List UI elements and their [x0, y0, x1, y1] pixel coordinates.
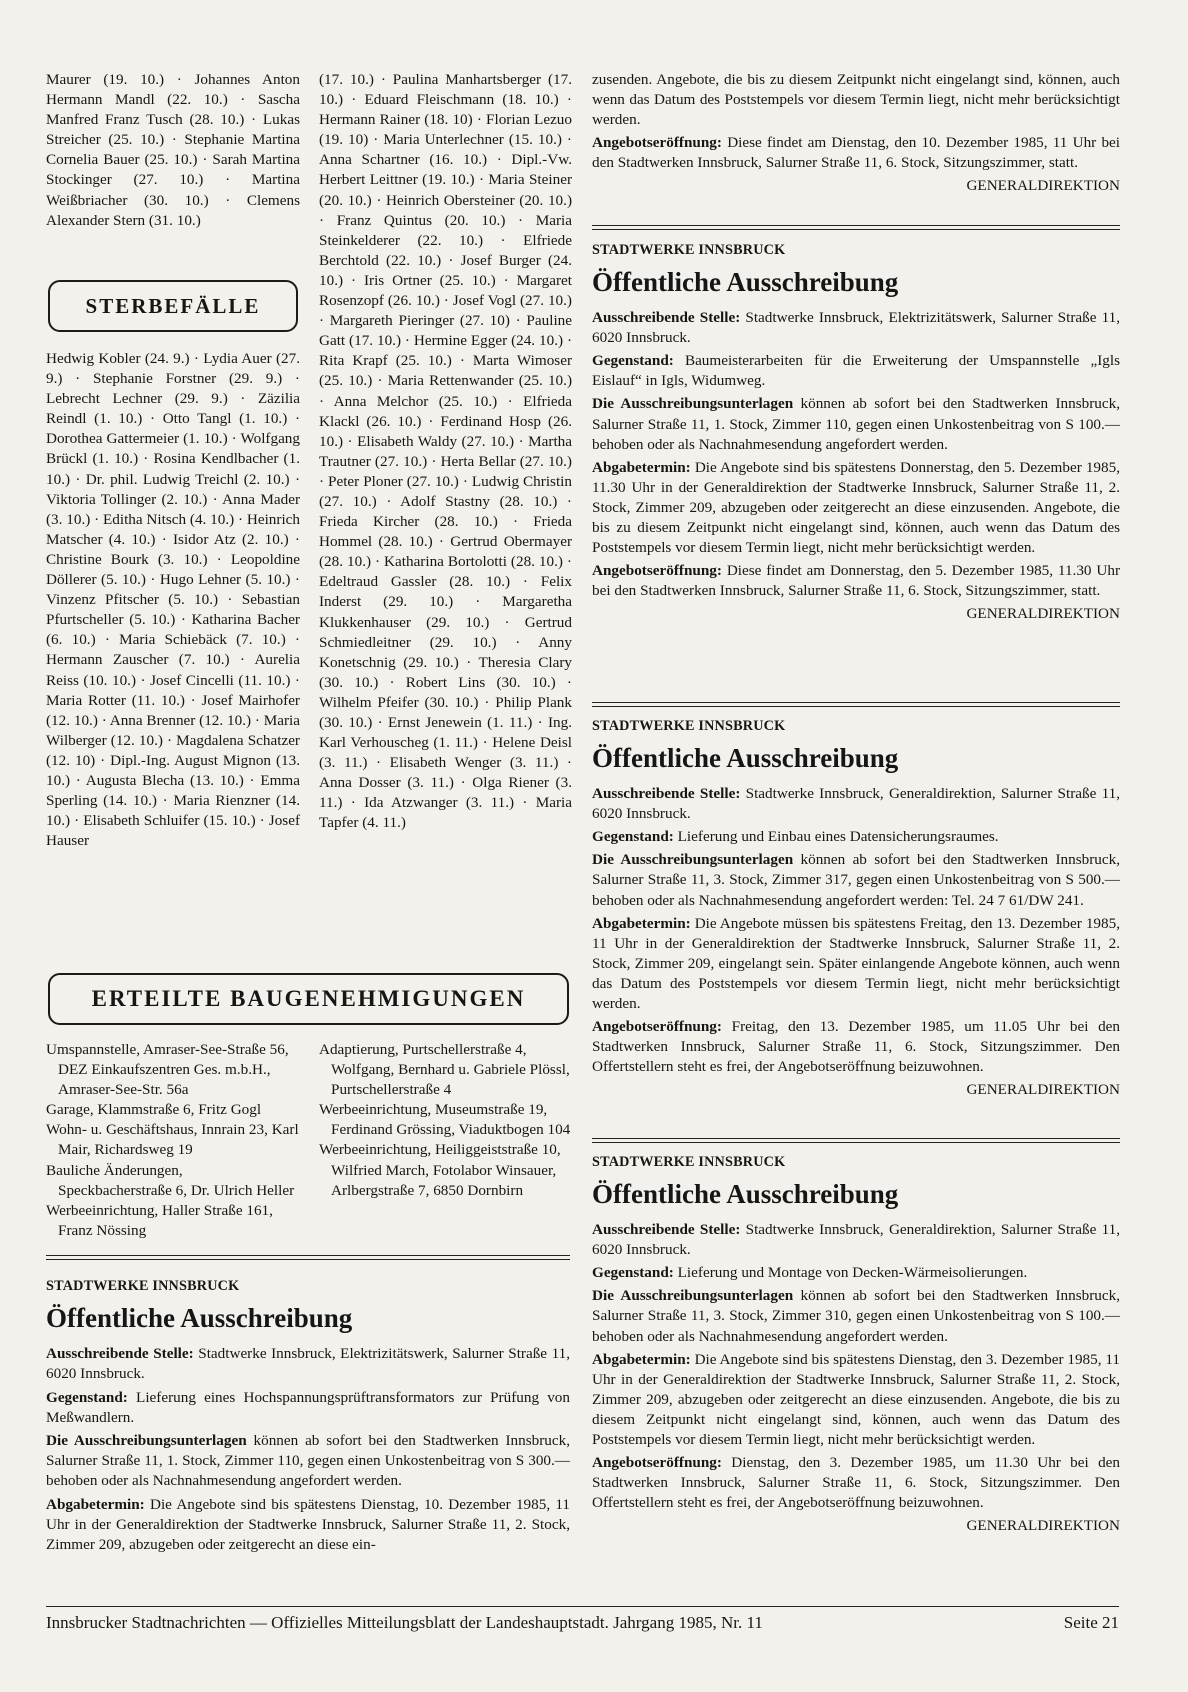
field-label: Die Ausschreibungsunterlagen [592, 395, 794, 413]
field-label: Angebotseröffnung: [592, 1018, 722, 1036]
field-text: Stadtwerke Innsbruck, Generaldirektion, Salurner Straße 11, 6020 Innsbruck. [592, 1221, 1121, 1259]
field-text: Baumeisterarbeiten für die Erweiterung der Umspannstelle „Igls Eislauf“ in Igls, Widumweg. [592, 352, 1120, 390]
field-text: Freitag, den 13. Dezember 1985, um 11.05 Uhr bei den Stadtwerken Innsbruck, Salurner Straße 11, 6. Stock, Sitzungszimmer. Den Offertstellern steht es frei, der Angebotseröffnung beizuwohnen. [592, 1018, 1121, 1076]
births-list-text: Maurer (19. 10.) · Johannes Anton Hermann Mandl (22. 10.) · Sascha Manfred Franz Tusch (28. 10.) · Lukas Streicher (25. 10.) · Stephanie Martina Cornelia Bauer (25. 10.) · Sarah Martina Stockinger (27. 10.) · Martina Weißbriacher (30. 10.) · Clemens Alexander Stern (31. 10.) [46, 71, 300, 229]
field-label: Gegenstand: [592, 828, 674, 846]
page-number: Seite 21 [1063, 1613, 1119, 1632]
list-item: Werbeeinrichtung, Haller Straße 161, Franz Nössing [46, 1201, 273, 1239]
field-label: Die Ausschreibungsunterlagen [592, 851, 794, 869]
field-label: Angebotseröffnung: [592, 1454, 722, 1472]
announcement-title: Öffentliche Ausschreibung [592, 267, 899, 298]
field-text: Die Angebote sind bis spätestens Donnerstag, den 5. Dezember 1985, 11.30 Uhr in der Generaldirektion der Stadtwerke Innsbruck, Salurner Straße 11, 2. Stock, Zimmer 209, abzugeben oder zeitgerecht an diese einzusenden. Angebote, die bis zu diesem Zeitpunkt nicht eingelangt sind, können, auch wenn das Datum des Poststempels vor diesem Termin liegt, nicht mehr berücksichtigt werden. [592, 458, 1121, 557]
deaths-list-text: Hedwig Kobler (24. 9.) · Lydia Auer (27. 9.) · Stephanie Forstner (29. 9.) · Lebrecht Lechner (29. 9.) · Zäzilia Reindl (1. 10.) · Otto Tangl (1. 10.) · Dorothea Gattermeier (1. 10.) · Wolfgang Brückl (1. 10.) · Rosina Kendlbacher (1. 10.) · Dr. phil. Ludwig Treichl (2. 10.) · Viktoria Tollinger (2. 10.) · Anna Mader (3. 10.) · Editha Nitsch (4. 10.) · Heinrich Matscher (4. 10.) · Isidor Atz (2. 10.) · Christine Bourk (3. 10.) · Leopoldine Döllerer (5. 10.) · Hugo Lehner (5. 10.) · Vinzenz Pfitscher (5. 10.) · Sebastian Pfurtscheller (5. 10.) · Katharina Bacher (6. 10.) · Maria Schiebäck (7. 10.) · Hermann Zauscher (7. 10.) · Aurelia Reiss (10. 10.) · Josef Cincelli (11. 10.) · Maria Rotter (11. 10.) · Josef Mairhofer (12. 10.) · Anna Brenner (12. 10.) · Maria Wilberger (12. 10.) · Magdalena Schatzer (12. 10) · Dipl.-Ing. August Mignon (13. 10.) · Augusta Blecha (13. 10.) · Emma Sperling (14. 10.) · Maria Rienzner (14. 10.) · Elisabeth Schluifer (15. 10.) · Josef Hauser [46, 350, 300, 850]
footer-rule [46, 1606, 1119, 1607]
births-column-1 [46, 70, 300, 231]
field-text: Die Angebote sind bis spätestens Dienstag, 10. Dezember 1985, 11 Uhr in der Generaldirektion der Stadtwerke Innsbruck, Salurner Straße 11, 2. Stock, Zimmer 209, abzugeben oder zeitgerecht an diese ein- [46, 1495, 571, 1554]
announcement-continuation [592, 70, 1120, 197]
sterbefaelle-heading-text: STERBEFÄLLE [85, 293, 261, 318]
field-text: Lieferung eines Hochspannungsprüftransformators zur Prüfung von Meßwandlern. [46, 1388, 570, 1426]
announcement-hochspannung [46, 1276, 570, 1558]
field-label: Die Ausschreibungsunterlagen [46, 1432, 247, 1450]
field-text: können ab sofort bei den Stadtwerken Innsbruck, Salurner Straße 11, 1. Stock, Zimmer 110, gegen einen Unkostenbeitrag von S 100.— behoben oder als Nachnahmesendung angefordert werden. [592, 395, 1120, 453]
signature: GENERALDIREKTION [966, 1081, 1120, 1099]
field-label: Die Ausschreibungsunterlagen [592, 1287, 794, 1305]
field-label: Ausschreibende Stelle: [46, 1345, 194, 1363]
field-label: Ausschreibende Stelle: [592, 785, 741, 803]
field-text: Stadtwerke Innsbruck, Generaldirektion, Salurner Straße 11, 6020 Innsbruck. [592, 785, 1121, 823]
announcement-title: Öffentliche Ausschreibung [46, 1303, 353, 1334]
signature: GENERALDIREKTION [966, 1517, 1120, 1535]
field-text: können ab sofort bei den Stadtwerken Innsbruck, Salurner Straße 11, 1. Stock, Zimmer 110, gegen einen Unkostenbeitrag von S 300.— behoben oder als Nachnahmesendung angefordert werden. [46, 1432, 570, 1490]
field-label: Gegenstand: [592, 352, 674, 370]
announcement-org: STADTWERKE INNSBRUCK [592, 1154, 786, 1170]
announcement-decken-waermeisolierung [592, 1152, 1120, 1537]
field-text: Lieferung und Einbau eines Datensicherungsraumes. [677, 828, 999, 846]
list-item: Umspannstelle, Amraser-See-Straße 56, DEZ Einkaufszentren Ges. m.b.H., Amraser-See-Str. 56a [46, 1041, 289, 1099]
baugenehmigungen-heading-text: ERTEILTE BAUGENEHMIGUNGEN [91, 986, 526, 1011]
field-text: Die Angebote müssen bis spätestens Freitag, den 13. Dezember 1985, 11 Uhr in der Generaldirektion der Stadtwerke Innsbruck, Salurner Straße 11, 2. Stock, Zimmer 209, eingelangt sein. Später einlangende Angebote können, auch wenn das Datum des Poststempels vor diesem Termin liegt, nicht mehr berücksichtigt werden. [592, 914, 1120, 1013]
field-text: Die Angebote sind bis spätestens Dienstag, den 3. Dezember 1985, 11 Uhr in der Generaldirektion der Stadtwerke Innsbruck, Salurner Straße 11, 2. Stock, Zimmer 209, abzugeben oder zeitgerecht an diese einzusenden. Angebote, die bis zu diesem Zeitpunkt nicht eingelangt sind, können, auch wenn das Datum des Poststempels vor diesem Termin liegt, nicht mehr berücksichtigt werden. [592, 1350, 1120, 1449]
signature: GENERALDIREKTION [966, 177, 1120, 195]
divider [46, 1255, 570, 1260]
list-item: Adaptierung, Purtschellerstraße 4, Wolfgang, Bernhard u. Gabriele Plössl, Purtschellerstraße 4 [319, 1041, 570, 1099]
field-label: Abgabetermin: [592, 1350, 691, 1368]
announcement-datensicherungsraum [592, 716, 1120, 1101]
births-deaths-column-2 [319, 70, 572, 834]
field-text: zusenden. Angebote, die bis zu diesem Zeitpunkt nicht eingelangt sind, können, auch wenn das Datum des Poststempels vor diesem Termin liegt, nicht mehr berücksichtigt werden. [592, 71, 1120, 129]
sterbefaelle-heading [48, 280, 298, 332]
list-item: Werbeeinrichtung, Heiliggeiststraße 10, Wilfried March, Fotolabor Winsauer, Arlbergstraße 7, 6850 Dornbirn [319, 1141, 561, 1199]
field-label: Ausschreibende Stelle: [592, 309, 741, 327]
field-label: Angebotseröffnung: [592, 562, 722, 580]
field-label: Ausschreibende Stelle: [592, 1221, 741, 1239]
field-text: Stadtwerke Innsbruck, Elektrizitätswerk, Salurner Straße 11, 6020 Innsbruck. [46, 1345, 571, 1383]
field-label: Gegenstand: [592, 1264, 674, 1282]
announcement-org: STADTWERKE INNSBRUCK [592, 242, 786, 258]
announcement-title: Öffentliche Ausschreibung [592, 1179, 899, 1210]
baugenehmigungen-heading [48, 973, 569, 1025]
announcement-igls-eislauf [592, 240, 1120, 625]
field-text: können ab sofort bei den Stadtwerken Innsbruck, Salurner Straße 11, 3. Stock, Zimmer 317, gegen einen Unkostenbeitrag von S 500.— behoben oder als Nachnahmesendung angefordert werden: Tel. 24 7 61/DW 241. [592, 851, 1120, 909]
publication-title: Innsbrucker Stadtnachrichten — Offizielles Mitteilungsblatt der Landeshauptstadt. Jahrgang 1985, Nr. 11 [46, 1613, 763, 1632]
deaths-column-1 [46, 349, 300, 851]
divider [592, 1138, 1120, 1143]
field-label: Gegenstand: [46, 1388, 128, 1406]
field-label: Abgabetermin: [46, 1495, 145, 1513]
baugenehmigungen-left-list [46, 1040, 300, 1241]
field-label: Angebotseröffnung: [592, 134, 722, 152]
field-text: Lieferung und Montage von Decken-Wärmeisolierungen. [677, 1264, 1028, 1282]
field-text: können ab sofort bei den Stadtwerken Innsbruck, Salurner Straße 11, 3. Stock, Zimmer 310, gegen einen Unkostenbeitrag von S 100.— behoben oder als Nachnahmesendung angefordert werden. [592, 1287, 1120, 1345]
divider [592, 702, 1120, 707]
list-item: Wohn- u. Geschäftshaus, Innrain 23, Karl Mair, Richardsweg 19 [46, 1121, 299, 1159]
announcement-org: STADTWERKE INNSBRUCK [46, 1278, 240, 1294]
field-text: Diese findet am Dienstag, den 10. Dezember 1985, 11 Uhr bei den Stadtwerken Innsbruck, Salurner Straße 11, 6. Stock, Sitzungszimmer, statt. [592, 134, 1121, 172]
signature: GENERALDIREKTION [966, 605, 1120, 623]
page-footer [46, 1613, 1119, 1633]
list-item: Garage, Klammstraße 6, Fritz Gogl [46, 1101, 262, 1119]
list-item: Bauliche Änderungen, Speckbacherstraße 6, Dr. Ulrich Heller [46, 1161, 295, 1199]
field-text: Dienstag, den 3. Dezember 1985, um 11.30 Uhr bei den Stadtwerken Innsbruck, Salurner Straße 11, 6. Stock, Sitzungszimmer. Den Offertstellern steht es frei, der Angebotseröffnung beizuwohnen. [592, 1454, 1120, 1512]
field-label: Abgabetermin: [592, 914, 691, 932]
field-label: Abgabetermin: [592, 458, 691, 476]
births-deaths-list-text: (17. 10.) · Paulina Manhartsberger (17. 10.) · Eduard Fleischmann (18. 10.) · Hermann Rainer (18. 10) · Florian Lezuo (19. 10) · Maria Unterlechner (15. 10.) · Anna Schartner (16. 10.) · Dipl.-Vw. Herbert Leittner (19. 10.) · Maria Steiner (20. 10.) · Heinrich Obersteiner (20. 10.) · Franz Quintus (20. 10.) · Maria Steinkelderer (22. 10.) · Elfriede Berchtold (22. 10.) · Josef Burger (24. 10.) · Iris Ortner (25. 10.) · Margaret Rosenzopf (26. 10.) · Josef Vogl (27. 10.) · Margareth Pieringer (27. 10) · Pauline Gatt (17. 10.) · Hermine Egger (24. 10.) · Rita Krapf (25. 10.) · Marta Wimoser (25. 10.) · Maria Rettenwander (25. 10.) · Anna Melchor (25. 10.) · Elfrieda Klackl (26. 10.) · Ferdinand Hosp (26. 10.) · Elisabeth Waldy (27. 10.) · Martha Trautner (27. 10.) · Herta Bellar (27. 10.) · Peter Ploner (27. 10.) · Ludwig Christin (27. 10.) · Adolf Stastny (28. 10.) · Frieda Kircher (28. 10.) · Frieda Hommel (28. 10.) · Gertrud Obermayer (28. 10.) · Katharina Bortolotti (28. 10.) · Edeltraud Gassler (28. 10.) · Felix Inderst (29. 10.) · Margaretha Klukkenhauser (29. 10.) · Gertrud Schmiedleitner (29. 10.) · Anny Konetschnig (29. 10.) · Theresia Clary (30. 10.) · Robert Lins (30. 10.) · Wilhelm Pfeifer (30. 10.) · Philip Plank (30. 10.) · Ernst Jenewein (1. 11.) · Ing. Karl Verhouscheg (1. 11.) · Helene Deisl (3. 11.) · Elisabeth Wenger (3. 11.) · Anna Dosser (3. 11.) · Olga Riener (3. 11.) · Ida Atzwanger (3. 11.) · Maria Tapfer (4. 11.) [319, 71, 572, 832]
field-text: Diese findet am Donnerstag, den 5. Dezember 1985, 11.30 Uhr bei den Stadtwerken Innsbruck, Salurner Straße 11, 6. Stock, Sitzungszimmer, statt. [592, 562, 1121, 600]
divider [592, 225, 1120, 230]
announcement-title: Öffentliche Ausschreibung [592, 743, 899, 774]
list-item: Werbeeinrichtung, Museumstraße 19, Ferdinand Grössing, Viaduktbogen 104 [319, 1101, 571, 1139]
field-text: Stadtwerke Innsbruck, Elektrizitätswerk, Salurner Straße 11, 6020 Innsbruck. [592, 309, 1121, 347]
announcement-org: STADTWERKE INNSBRUCK [592, 718, 786, 734]
baugenehmigungen-right-list [319, 1040, 572, 1201]
